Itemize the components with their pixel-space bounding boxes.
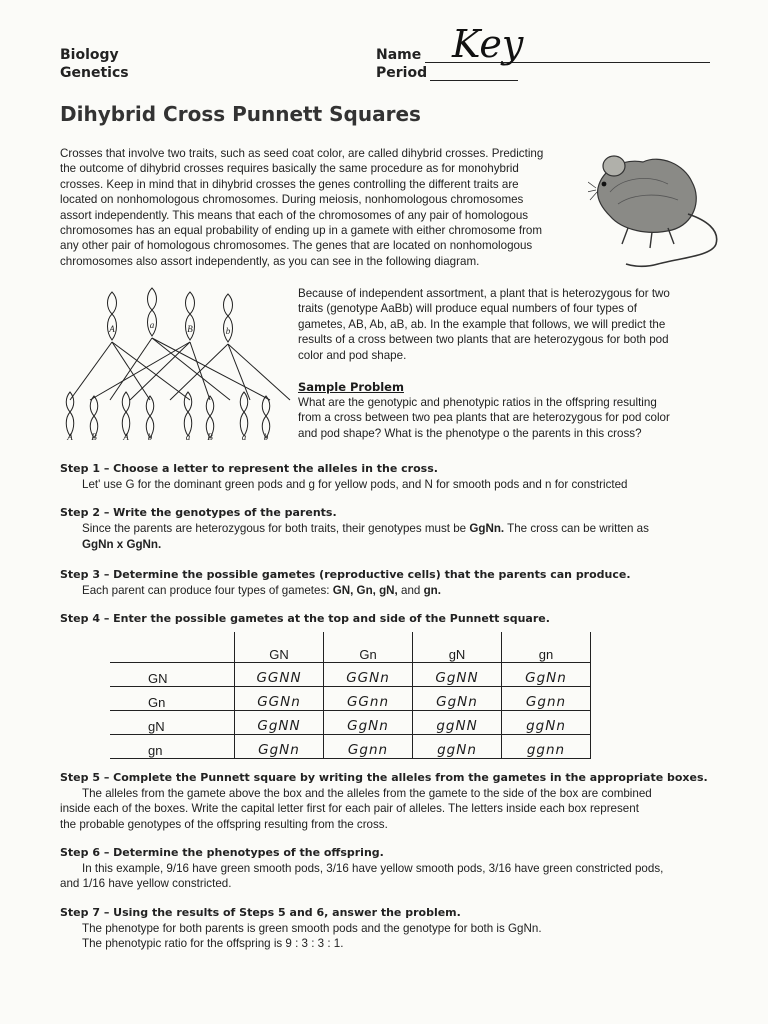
punnett-cell: Ggnn <box>502 687 591 711</box>
bottom-allele-label: B <box>207 432 213 442</box>
step-6-heading: Step 6 – Determine the phenotypes of the offspring. <box>60 846 384 859</box>
punnett-cell: Ggnn <box>324 735 413 759</box>
punnett-square <box>110 632 591 759</box>
punnett-cell: GgNn <box>324 711 413 735</box>
course-label: Biology <box>60 47 119 63</box>
intro-line: any other pair of homologous chromosomes. The genes that are located on nonhomologous <box>60 239 533 253</box>
punnett-cell: ggNn <box>502 711 591 735</box>
step-3-and: and <box>401 584 421 597</box>
sample-problem-line: and pod shape? What is the phenotype o the parents in this cross? <box>298 426 642 440</box>
row-header: Gn <box>110 687 235 711</box>
step-7-body <box>82 921 742 952</box>
side-line: gametes, AB, Ab, aB, ab. In the example that follows, we will predict the <box>298 317 666 331</box>
col-header: gN <box>413 632 502 663</box>
side-line: Because of independent assortment, a plant that is heterozygous for two <box>298 287 670 300</box>
punnett-cell: ggNn <box>413 735 502 759</box>
unit-label: Genetics <box>60 65 129 81</box>
name-handwritten: Key <box>452 22 524 66</box>
top-allele-label: A <box>109 324 115 334</box>
punnett-cell: GGNN <box>235 663 324 687</box>
step-5-line: The alleles from the gamete above the box and the alleles from the gamete to the side of the box are combined <box>82 787 652 800</box>
punnett-cell: GgNN <box>235 711 324 735</box>
punnett-cell: GgNN <box>413 663 502 687</box>
sample-problem-heading: Sample Problem <box>298 380 404 394</box>
col-header: Gn <box>324 632 413 663</box>
sample-problem-line: from a cross between two pea plants that are heterozygous for pod color <box>298 411 670 425</box>
name-label: Name <box>376 47 422 63</box>
step-6-body <box>60 861 740 892</box>
step-3-gametes: GN, Gn, gN, <box>332 584 398 597</box>
top-allele-label: b <box>225 326 231 336</box>
step-5-line: the probable genotypes of the offspring resulting from the cross. <box>60 817 388 831</box>
punnett-cell: GGNn <box>324 663 413 687</box>
independent-assortment-text <box>298 286 718 363</box>
step-6-line: In this example, 9/16 have green smooth pods, 3/16 have yellow smooth pods, 3/16 have green constricted pods, <box>82 862 664 875</box>
top-allele-label: B <box>187 324 193 334</box>
intro-line: chromosomes also assort independently, as you can see in the following diagram. <box>60 254 480 268</box>
bottom-allele-label: A <box>67 432 73 442</box>
bottom-allele-label: a <box>185 432 191 442</box>
side-line: results of a cross between two plants that are heterozygous for both pod <box>298 333 669 347</box>
punnett-cell: GgNn <box>235 735 324 759</box>
punnett-cell: ggNN <box>413 711 502 735</box>
punnett-corner <box>110 632 235 663</box>
step-2-cross: GgNn x GgNn. <box>82 538 162 551</box>
row-header: gN <box>110 711 235 735</box>
intro-line: located on nonhomologous chromosomes. During meiosis, nonhomologous chromosomes <box>60 193 524 207</box>
bottom-allele-label: a <box>241 432 247 442</box>
bottom-allele-label: b <box>147 432 153 442</box>
step-5-body <box>60 786 740 832</box>
step-3-heading: Step 3 – Determine the possible gametes (reproductive cells) that the parents can produce. <box>60 568 631 581</box>
step-3-body <box>82 583 441 598</box>
step-5-line: inside each of the boxes. Write the capital letter first for each pair of alleles. The letters inside each box represent <box>60 802 639 816</box>
step-2-genotype: GgNn. <box>469 522 505 535</box>
intro-paragraph <box>60 146 600 269</box>
step-3-text: Each parent can produce four types of gametes: <box>82 584 330 597</box>
mouse-illustration <box>588 148 728 270</box>
side-line: color and pod shape. <box>298 348 407 362</box>
step-1-body: Let' use G for the dominant green pods and g for yellow pods, and N for smooth pods and n for constricted <box>82 478 628 491</box>
step-7-heading: Step 7 – Using the results of Steps 5 and 6, answer the problem. <box>60 906 461 919</box>
step-2-heading: Step 2 – Write the genotypes of the parents. <box>60 506 337 519</box>
punnett-cell: GGnn <box>324 687 413 711</box>
intro-line: crosses. Keep in mind that in dihybrid crosses the genes controlling the different traits are <box>60 177 519 191</box>
row-header: GN <box>110 663 235 687</box>
intro-line: assort independently. This means that each of the chromosomes of any pair of homologous <box>60 208 529 222</box>
sample-problem-line: What are the genotypic and phenotypic ratios in the offspring resulting <box>298 396 657 409</box>
step-7-line: The phenotypic ratio for the offspring is 9 : 3 : 3 : 1. <box>82 937 344 951</box>
step-5-heading: Step 5 – Complete the Punnett square by writing the alleles from the gametes in the appropriate boxes. <box>60 771 708 784</box>
step-6-line: and 1/16 have yellow constricted. <box>60 877 232 891</box>
step-2-body <box>82 521 649 536</box>
punnett-cell: ggnn <box>502 735 591 759</box>
step-1-heading: Step 1 – Choose a letter to represent the alleles in the cross. <box>60 462 438 475</box>
step-2-text: Since the parents are heterozygous for both traits, their genotypes must be <box>82 522 467 535</box>
chromosome-diagram <box>60 280 310 455</box>
intro-line: Crosses that involve two traits, such as seed coat color, are called dihybrid crosses. Predicting <box>60 147 544 160</box>
punnett-cell: GgNn <box>413 687 502 711</box>
bottom-allele-label: B <box>91 432 97 442</box>
bottom-allele-label: A <box>123 432 129 442</box>
punnett-cell: GgNn <box>502 663 591 687</box>
top-allele-label: a <box>149 320 155 330</box>
step-3-gamete-last: gn. <box>423 584 441 597</box>
page-title: Dihybrid Cross Punnett Squares <box>60 102 421 126</box>
step-2-text: The cross can be written as <box>507 522 649 535</box>
row-header: gn <box>110 735 235 759</box>
step-4-heading: Step 4 – Enter the possible gametes at the top and side of the Punnett square. <box>60 612 550 625</box>
period-line <box>430 66 518 81</box>
period-label: Period <box>376 65 428 81</box>
sample-problem <box>298 380 718 441</box>
punnett-cell: GGNn <box>235 687 324 711</box>
bottom-allele-label: b <box>263 432 269 442</box>
intro-line: chromosomes has an equal probability of ending up in a gamete with either chromosome from <box>60 224 543 238</box>
step-7-line: The phenotype for both parents is green smooth pods and the genotype for both is GgNn. <box>82 922 542 935</box>
side-line: traits (genotype AaBb) will produce equal numbers of four types of <box>298 302 637 316</box>
col-header: gn <box>502 632 591 663</box>
col-header: GN <box>235 632 324 663</box>
intro-line: the outcome of dihybrid crosses requires basically the same procedure as for monohybrid <box>60 162 519 176</box>
